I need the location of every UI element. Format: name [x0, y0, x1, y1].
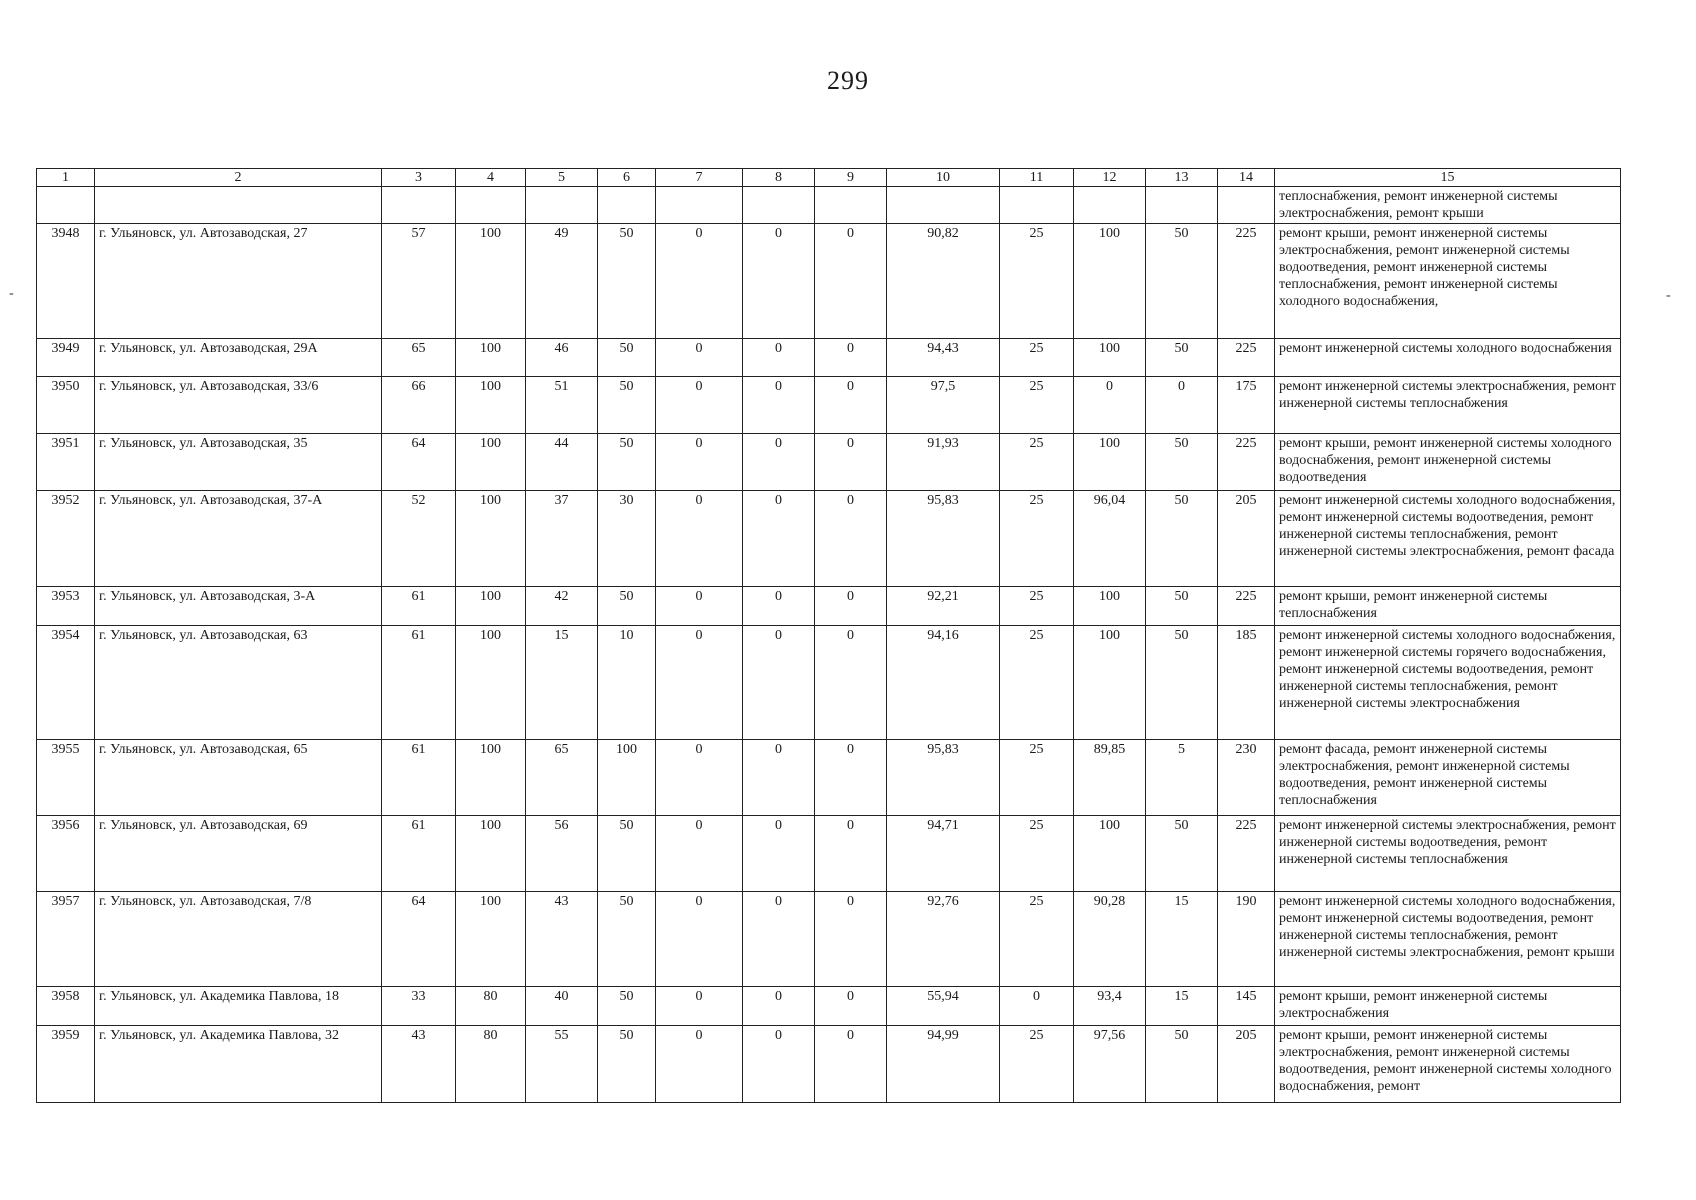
table-row: [37, 587, 1621, 626]
table-row: [37, 434, 1621, 491]
table-row: [37, 1026, 1621, 1103]
table-row: [37, 987, 1621, 1026]
value-cell: 100: [456, 377, 526, 434]
value-cell: 0: [815, 434, 887, 491]
value-cell: 37: [526, 491, 598, 587]
value-cell: 100: [456, 626, 526, 740]
column-header: 10: [887, 169, 1000, 187]
value-cell: 33: [382, 987, 456, 1026]
repair-register-table: [36, 168, 1621, 1103]
value-cell: 94,99: [887, 1026, 1000, 1103]
address-cell: г. Ульяновск, ул. Автозаводская, 27: [95, 224, 382, 339]
value-cell: 50: [598, 587, 656, 626]
works-cell: ремонт крыши, ремонт инженерной системы электроснабжения: [1275, 987, 1621, 1026]
value-cell: 93,4: [1074, 987, 1146, 1026]
value-cell: 43: [382, 1026, 456, 1103]
value-cell: 0: [1074, 377, 1146, 434]
value-cell: 0: [743, 740, 815, 816]
value-cell: 100: [456, 339, 526, 377]
value-cell: 100: [1074, 434, 1146, 491]
column-header: 14: [1218, 169, 1275, 187]
value-cell: 0: [743, 626, 815, 740]
value-cell: 49: [526, 224, 598, 339]
value-cell: 65: [382, 339, 456, 377]
value-cell: 0: [656, 892, 743, 987]
row-id-cell: 3959: [37, 1026, 95, 1103]
value-cell: 100: [598, 740, 656, 816]
value-cell: 205: [1218, 491, 1275, 587]
works-cell: ремонт инженерной системы электроснабжения, ремонт инженерной системы водоотведения, ремонт инженерной системы теплоснабжения: [1275, 816, 1621, 892]
value-cell: 50: [1146, 626, 1218, 740]
value-cell: 230: [1218, 740, 1275, 816]
value-cell: 96,04: [1074, 491, 1146, 587]
value-cell: 97,5: [887, 377, 1000, 434]
value-cell: 52: [382, 491, 456, 587]
value-cell: 92,21: [887, 587, 1000, 626]
works-cell: ремонт крыши, ремонт инженерной системы холодного водоснабжения, ремонт инженерной системы водоотведения: [1275, 434, 1621, 491]
column-header: 12: [1074, 169, 1146, 187]
works-cell: теплоснабжения, ремонт инженерной системы электроснабжения, ремонт крыши: [1275, 187, 1621, 224]
works-cell: ремонт крыши, ремонт инженерной системы электроснабжения, ремонт инженерной системы водоотведения, ремонт инженерной системы холодного водоснабжения, ремонт: [1275, 1026, 1621, 1103]
column-header: 8: [743, 169, 815, 187]
table-row: [37, 626, 1621, 740]
value-cell: 61: [382, 626, 456, 740]
value-cell: 100: [456, 816, 526, 892]
value-cell: 225: [1218, 434, 1275, 491]
value-cell: 0: [815, 816, 887, 892]
row-id-cell: 3953: [37, 587, 95, 626]
value-cell: 0: [815, 892, 887, 987]
value-cell: 94,43: [887, 339, 1000, 377]
value-cell: 90,82: [887, 224, 1000, 339]
value-cell: 100: [1074, 626, 1146, 740]
value-cell: 100: [456, 740, 526, 816]
value-cell: 225: [1218, 587, 1275, 626]
value-cell: 0: [656, 224, 743, 339]
table-row: [37, 224, 1621, 339]
value-cell: 0: [656, 987, 743, 1026]
value-cell: 61: [382, 587, 456, 626]
value-cell: 0: [743, 1026, 815, 1103]
address-cell: г. Ульяновск, ул. Автозаводская, 63: [95, 626, 382, 740]
column-header: 11: [1000, 169, 1074, 187]
value-cell: 50: [1146, 339, 1218, 377]
value-cell: 100: [1074, 224, 1146, 339]
value-cell: 95,83: [887, 740, 1000, 816]
value-cell: 0: [743, 434, 815, 491]
row-id-cell: 3951: [37, 434, 95, 491]
table-row: [37, 339, 1621, 377]
value-cell: 50: [1146, 816, 1218, 892]
value-cell: 50: [598, 1026, 656, 1103]
value-cell: 15: [1146, 987, 1218, 1026]
works-cell: ремонт инженерной системы электроснабжения, ремонт инженерной системы теплоснабжения: [1275, 377, 1621, 434]
value-cell: 92,76: [887, 892, 1000, 987]
address-cell: г. Ульяновск, ул. Автозаводская, 37-А: [95, 491, 382, 587]
scan-mark-left: -: [9, 286, 14, 301]
value-cell: 57: [382, 224, 456, 339]
works-cell: ремонт инженерной системы холодного водоснабжения, ремонт инженерной системы водоотведения, ремонт инженерной системы теплоснабжения, ремонт инженерной системы электроснабжения, ремонт крыши: [1275, 892, 1621, 987]
value-cell: 25: [1000, 434, 1074, 491]
value-cell: 64: [382, 434, 456, 491]
value-cell: 64: [382, 892, 456, 987]
column-header: 5: [526, 169, 598, 187]
value-cell: 15: [526, 626, 598, 740]
address-cell: г. Ульяновск, ул. Автозаводская, 7/8: [95, 892, 382, 987]
value-cell: 90,28: [1074, 892, 1146, 987]
value-cell: 55: [526, 1026, 598, 1103]
address-cell: г. Ульяновск, ул. Академика Павлова, 18: [95, 987, 382, 1026]
value-cell: 43: [526, 892, 598, 987]
column-header: 6: [598, 169, 656, 187]
value-cell: 0: [656, 587, 743, 626]
value-cell: 0: [815, 626, 887, 740]
value-cell: 0: [656, 1026, 743, 1103]
works-cell: ремонт крыши, ремонт инженерной системы электроснабжения, ремонт инженерной системы водоотведения, ремонт инженерной системы теплоснабжения, ремонт инженерной системы холодного водоснабжения,: [1275, 224, 1621, 339]
value-cell: 0: [743, 816, 815, 892]
value-cell: 25: [1000, 892, 1074, 987]
column-header: 7: [656, 169, 743, 187]
value-cell: 225: [1218, 816, 1275, 892]
value-cell: 0: [743, 587, 815, 626]
value-cell: 0: [656, 626, 743, 740]
value-cell: 10: [598, 626, 656, 740]
table-row: [37, 816, 1621, 892]
address-cell: г. Ульяновск, ул. Автозаводская, 29А: [95, 339, 382, 377]
value-cell: 91,93: [887, 434, 1000, 491]
column-header: 1: [37, 169, 95, 187]
continuation-row: [37, 187, 1621, 224]
value-cell: 225: [1218, 224, 1275, 339]
column-header: 15: [1275, 169, 1621, 187]
value-cell: 25: [1000, 491, 1074, 587]
value-cell: 185: [1218, 626, 1275, 740]
value-cell: 42: [526, 587, 598, 626]
value-cell: 50: [598, 434, 656, 491]
value-cell: 100: [1074, 339, 1146, 377]
value-cell: 0: [743, 377, 815, 434]
row-id-cell: 3948: [37, 224, 95, 339]
value-cell: 46: [526, 339, 598, 377]
value-cell: 50: [1146, 1026, 1218, 1103]
value-cell: 50: [598, 892, 656, 987]
works-cell: ремонт инженерной системы холодного водоснабжения, ремонт инженерной системы горячего водоснабжения, ремонт инженерной системы водоотведения, ремонт инженерной системы теплоснабжения, ремонт инженерной системы электроснабжения: [1275, 626, 1621, 740]
column-header: 3: [382, 169, 456, 187]
value-cell: 5: [1146, 740, 1218, 816]
table-row: [37, 740, 1621, 816]
value-cell: 0: [815, 339, 887, 377]
value-cell: 50: [1146, 224, 1218, 339]
value-cell: 0: [815, 587, 887, 626]
value-cell: 50: [598, 816, 656, 892]
value-cell: 0: [656, 491, 743, 587]
value-cell: 25: [1000, 816, 1074, 892]
table-row: [37, 377, 1621, 434]
value-cell: 0: [815, 491, 887, 587]
row-id-cell: 3958: [37, 987, 95, 1026]
value-cell: 100: [456, 224, 526, 339]
row-id-cell: 3957: [37, 892, 95, 987]
value-cell: 100: [1074, 587, 1146, 626]
value-cell: 25: [1000, 224, 1074, 339]
value-cell: 100: [456, 892, 526, 987]
row-id-cell: 3949: [37, 339, 95, 377]
value-cell: 100: [1074, 816, 1146, 892]
value-cell: 51: [526, 377, 598, 434]
value-cell: 0: [656, 434, 743, 491]
value-cell: 40: [526, 987, 598, 1026]
value-cell: 25: [1000, 587, 1074, 626]
value-cell: 80: [456, 1026, 526, 1103]
value-cell: 80: [456, 987, 526, 1026]
value-cell: 25: [1000, 1026, 1074, 1103]
value-cell: 25: [1000, 339, 1074, 377]
row-id-cell: 3955: [37, 740, 95, 816]
value-cell: 56: [526, 816, 598, 892]
row-id-cell: 3952: [37, 491, 95, 587]
value-cell: 94,71: [887, 816, 1000, 892]
value-cell: 95,83: [887, 491, 1000, 587]
value-cell: 50: [598, 377, 656, 434]
column-number-row: [37, 169, 1621, 187]
value-cell: 97,56: [1074, 1026, 1146, 1103]
value-cell: 50: [1146, 587, 1218, 626]
works-cell: ремонт крыши, ремонт инженерной системы теплоснабжения: [1275, 587, 1621, 626]
works-cell: ремонт инженерной системы холодного водоснабжения: [1275, 339, 1621, 377]
value-cell: 0: [656, 339, 743, 377]
works-cell: ремонт инженерной системы холодного водоснабжения, ремонт инженерной системы водоотведения, ремонт инженерной системы теплоснабжения, ремонт инженерной системы электроснабжения, ремонт фасада: [1275, 491, 1621, 587]
column-header: 9: [815, 169, 887, 187]
table-row: [37, 491, 1621, 587]
value-cell: 0: [656, 816, 743, 892]
value-cell: 0: [815, 740, 887, 816]
address-cell: г. Ульяновск, ул. Автозаводская, 33/6: [95, 377, 382, 434]
page-number: 299: [827, 66, 869, 95]
value-cell: 0: [743, 491, 815, 587]
works-cell: ремонт фасада, ремонт инженерной системы электроснабжения, ремонт инженерной системы водоотведения, ремонт инженерной системы теплоснабжения: [1275, 740, 1621, 816]
address-cell: г. Ульяновск, ул. Автозаводская, 3-А: [95, 587, 382, 626]
address-cell: г. Ульяновск, ул. Автозаводская, 35: [95, 434, 382, 491]
value-cell: 0: [743, 224, 815, 339]
address-cell: г. Ульяновск, ул. Автозаводская, 69: [95, 816, 382, 892]
column-header: 13: [1146, 169, 1218, 187]
value-cell: 66: [382, 377, 456, 434]
row-id-cell: 3956: [37, 816, 95, 892]
value-cell: 44: [526, 434, 598, 491]
value-cell: 0: [815, 224, 887, 339]
value-cell: 0: [1146, 377, 1218, 434]
value-cell: 0: [815, 377, 887, 434]
value-cell: 100: [456, 434, 526, 491]
row-id-cell: 3954: [37, 626, 95, 740]
value-cell: 175: [1218, 377, 1275, 434]
value-cell: 50: [598, 987, 656, 1026]
value-cell: 65: [526, 740, 598, 816]
value-cell: 25: [1000, 740, 1074, 816]
value-cell: 25: [1000, 377, 1074, 434]
scan-mark-right: -: [1666, 288, 1671, 303]
value-cell: 225: [1218, 339, 1275, 377]
column-header: 4: [456, 169, 526, 187]
value-cell: 30: [598, 491, 656, 587]
value-cell: 61: [382, 740, 456, 816]
value-cell: 0: [815, 987, 887, 1026]
value-cell: 100: [456, 587, 526, 626]
address-cell: г. Ульяновск, ул. Автозаводская, 65: [95, 740, 382, 816]
value-cell: 15: [1146, 892, 1218, 987]
value-cell: 0: [743, 339, 815, 377]
value-cell: 0: [743, 892, 815, 987]
value-cell: 205: [1218, 1026, 1275, 1103]
column-header: 2: [95, 169, 382, 187]
value-cell: 145: [1218, 987, 1275, 1026]
value-cell: 55,94: [887, 987, 1000, 1026]
value-cell: 61: [382, 816, 456, 892]
value-cell: 89,85: [1074, 740, 1146, 816]
value-cell: 0: [656, 740, 743, 816]
value-cell: 50: [1146, 434, 1218, 491]
value-cell: 50: [1146, 491, 1218, 587]
value-cell: 94,16: [887, 626, 1000, 740]
value-cell: 50: [598, 224, 656, 339]
value-cell: 190: [1218, 892, 1275, 987]
value-cell: 50: [598, 339, 656, 377]
value-cell: 0: [743, 987, 815, 1026]
value-cell: 25: [1000, 626, 1074, 740]
value-cell: 0: [656, 377, 743, 434]
table-row: [37, 892, 1621, 987]
value-cell: 0: [1000, 987, 1074, 1026]
row-id-cell: 3950: [37, 377, 95, 434]
address-cell: г. Ульяновск, ул. Академика Павлова, 32: [95, 1026, 382, 1103]
value-cell: 100: [456, 491, 526, 587]
value-cell: 0: [815, 1026, 887, 1103]
